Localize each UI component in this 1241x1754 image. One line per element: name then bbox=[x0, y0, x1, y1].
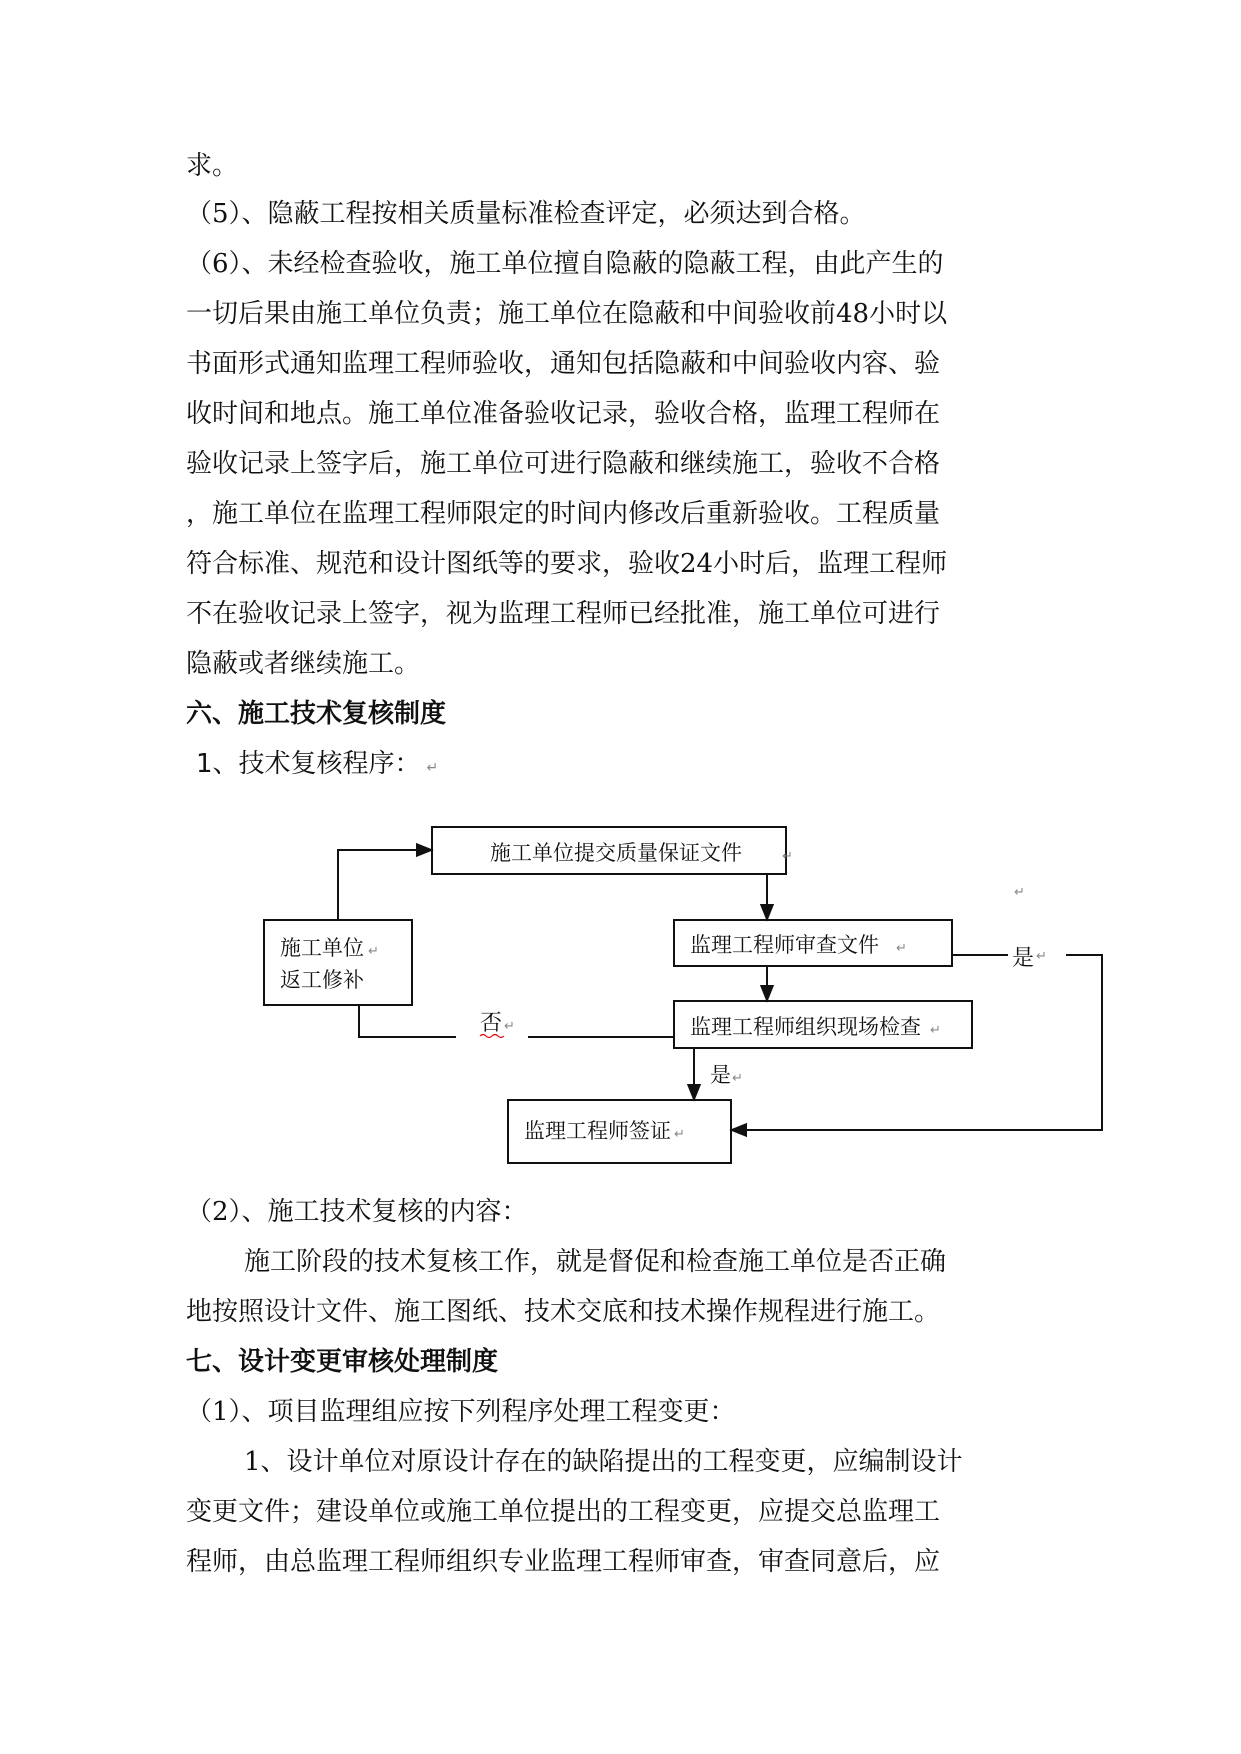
paragraph-mark-icon: ↵ bbox=[930, 1023, 941, 1038]
no-label: 否 bbox=[480, 1011, 503, 1036]
body-line: （6）、未经检查验收，施工单位擅自隐蔽的隐蔽工程，由此产生的 bbox=[186, 249, 944, 279]
flowchart bbox=[0, 800, 1241, 1200]
subsection-label: （1）、项目监理组应按下列程序处理工程变更： bbox=[186, 1397, 736, 1427]
rework-to-submit-arrow bbox=[338, 850, 432, 920]
body-line: ，施工单位在监理工程师限定的时间内修改后重新验收。工程质量 bbox=[186, 499, 941, 529]
body-line: 书面形式通知监理工程师验收，通知包括隐蔽和中间验收内容、验 bbox=[186, 349, 941, 379]
yes-label: 是 bbox=[710, 1063, 731, 1087]
section-heading: 六、施工技术复核制度 bbox=[186, 699, 447, 729]
paragraph-mark-icon: ↵ bbox=[732, 1071, 743, 1086]
yes-branch-return-arrow bbox=[731, 955, 1102, 1130]
body-line: 符合标准、规范和设计图纸等的要求，验收24小时后，监理工程师 bbox=[186, 549, 948, 579]
no-branch-line-left bbox=[359, 1005, 456, 1037]
body-line: 一切后果由施工单位负责；施工单位在隐蔽和中间验收前48小时以 bbox=[186, 299, 948, 329]
review-box-label: 监理工程师审查文件 bbox=[690, 933, 879, 957]
paragraph-mark-icon: ↵ bbox=[1036, 949, 1047, 964]
body-line: 1、设计单位对原设计存在的缺陷提出的工程变更，应编制设计 bbox=[244, 1447, 963, 1477]
subsection-label bbox=[196, 746, 438, 786]
rework-box-label: 返工修补 bbox=[280, 968, 364, 992]
paragraph-mark-icon: ↵ bbox=[426, 760, 439, 776]
body-line: 施工阶段的技术复核工作，就是督促和检查施工单位是否正确 bbox=[244, 1247, 947, 1277]
subsection-label: （2）、施工技术复核的内容： bbox=[186, 1197, 528, 1227]
sign-box-label: 监理工程师签证 bbox=[524, 1119, 671, 1143]
body-line: 变更文件；建设单位或施工单位提出的工程变更，应提交总监理工 bbox=[186, 1497, 941, 1527]
rework-box-label: 施工单位 bbox=[280, 936, 364, 960]
inspect-box-label: 监理工程师组织现场检查 bbox=[690, 1015, 921, 1039]
paragraph-mark-icon: ↵ bbox=[504, 1019, 515, 1034]
body-line: 隐蔽或者继续施工。 bbox=[186, 649, 421, 679]
subsection-text: 1、技术复核程序： bbox=[196, 749, 421, 779]
paragraph-mark-icon: ↵ bbox=[782, 849, 793, 864]
paragraph-mark-icon: ↵ bbox=[1014, 885, 1025, 900]
body-line: 收时间和地点。施工单位准备验收记录，验收合格，监理工程师在 bbox=[186, 399, 941, 429]
submit-box-label: 施工单位提交质量保证文件 bbox=[490, 841, 742, 865]
paragraph-mark-icon: ↵ bbox=[674, 1127, 685, 1142]
body-line: 程师，由总监理工程师组织专业监理工程师审查，审查同意后，应 bbox=[186, 1547, 941, 1577]
body-line: 地按照设计文件、施工图纸、技术交底和技术操作规程进行施工。 bbox=[186, 1297, 941, 1327]
yes-label: 是 bbox=[1012, 946, 1035, 971]
body-line: 不在验收记录上签字，视为监理工程师已经批准，施工单位可进行 bbox=[186, 599, 941, 629]
paragraph-mark-icon: ↵ bbox=[896, 941, 907, 956]
paragraph-mark-icon: ↵ bbox=[368, 944, 379, 959]
rework-box bbox=[264, 920, 412, 1005]
section-heading: 七、设计变更审核处理制度 bbox=[186, 1347, 499, 1377]
body-line: 验收记录上签字后，施工单位可进行隐蔽和继续施工，验收不合格 bbox=[186, 449, 941, 479]
body-line: 求。 bbox=[186, 151, 239, 181]
body-line: （5）、隐蔽工程按相关质量标准检查评定，必须达到合格。 bbox=[186, 199, 866, 229]
